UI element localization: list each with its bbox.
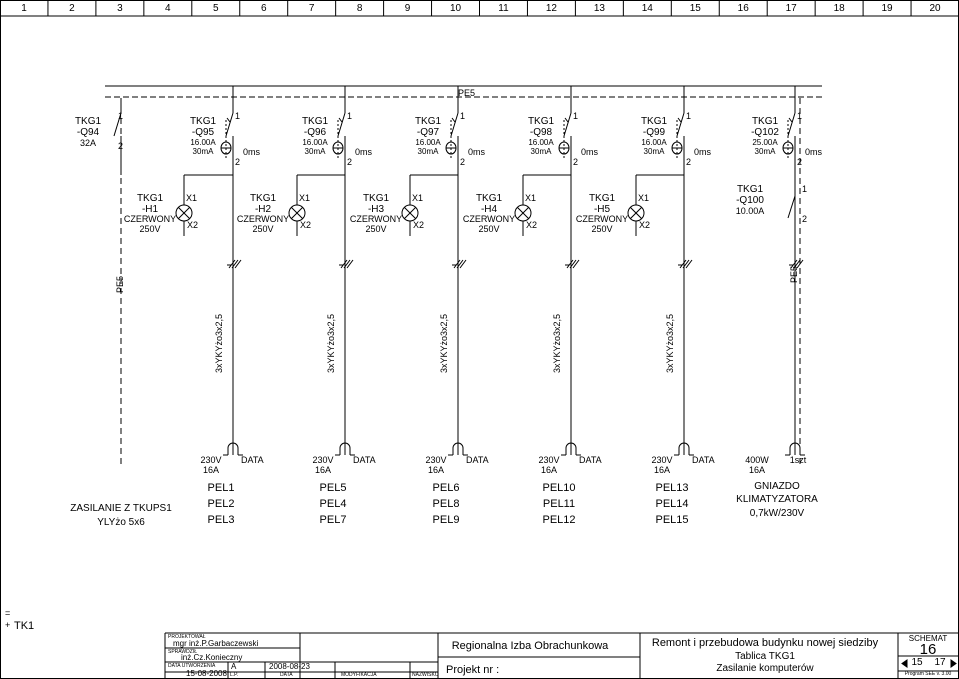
rcd-current: 16.00A <box>190 138 216 147</box>
rcd-device: TKG1 <box>189 116 217 127</box>
lamp-terminal: X2 <box>300 220 312 230</box>
ac-desc: 0,7kW/230V <box>749 508 805 519</box>
q94-terminal: 2 <box>118 141 124 151</box>
sheet-subtitle: Zasilanie komputerów <box>716 663 814 674</box>
cable-label: 3xYKYżo3x2,5 <box>214 313 224 373</box>
circuit-label: PEL4 <box>319 498 347 510</box>
rcd-contact <box>338 113 345 136</box>
outlet-current: 16A <box>314 465 332 475</box>
rcd-sensitivity: 30mA <box>417 147 439 156</box>
rcd-current: 16.00A <box>302 138 328 147</box>
rcd-terminal: 2 <box>460 157 466 167</box>
supply-label: ZASILANIE Z TKUPS1 <box>70 503 172 514</box>
lamp-name: -H3 <box>367 204 385 215</box>
rcd-device: TKG1 <box>527 116 555 127</box>
circuit-label: PEL10 <box>542 482 576 494</box>
cable-tick <box>229 260 235 268</box>
ruler-number: 3 <box>117 3 123 14</box>
creation-date-label: DATA UTWORZENIA <box>168 663 216 669</box>
rcd-sensitivity: 30mA <box>304 147 326 156</box>
cable-tick <box>454 260 460 268</box>
ruler-number: 5 <box>212 3 219 14</box>
rcd-terminal: 2 <box>573 157 579 167</box>
cable-label: 3xYKYżo3x2,5 <box>552 313 562 373</box>
cable-label: 3xYKYżo3x2,5 <box>326 313 336 373</box>
col-date: DATA <box>280 672 293 678</box>
ruler-number: 20 <box>929 3 941 14</box>
rcd-current: 16.00A <box>528 138 554 147</box>
sheet-border <box>1 1 959 679</box>
ruler-number: 4 <box>165 3 171 14</box>
lamp-name: -H4 <box>480 204 498 215</box>
lamp-name: -H2 <box>254 204 272 215</box>
revision-letter: A <box>231 662 237 671</box>
cable-tick <box>460 260 466 268</box>
creation-date: 15-08-2008 <box>186 669 227 678</box>
next-sheet-number: 17 <box>934 657 946 668</box>
lamp-device: TKG1 <box>475 193 503 204</box>
lamp-device: TKG1 <box>588 193 616 204</box>
q100-contact <box>788 196 795 218</box>
ac-power: 400W <box>745 455 769 465</box>
q100-current: 10.00A <box>735 206 765 216</box>
lamp-name: -H1 <box>141 204 159 215</box>
ruler-number: 13 <box>593 3 605 14</box>
rcd-contact-mark <box>339 118 342 122</box>
rcd-delay: 0ms <box>243 147 261 157</box>
rcd-sensitivity: 30mA <box>643 147 665 156</box>
rcd-name: -Q98 <box>529 127 553 138</box>
outlet-current: 16A <box>653 465 671 475</box>
circuit-label: PEL13 <box>655 482 689 494</box>
ruler-number: 15 <box>689 3 701 14</box>
rcd-contact <box>451 113 458 136</box>
lamp-color: CZERWONY <box>575 214 629 224</box>
outlet-voltage: 230V <box>538 455 560 465</box>
sheet-title: Tablica TKG1 <box>735 651 795 662</box>
rcd-sensitivity: 30mA <box>530 147 552 156</box>
rcd-contact <box>226 113 233 136</box>
rcd-name: -Q99 <box>642 127 666 138</box>
rcd-name: -Q97 <box>416 127 440 138</box>
circuit-label: PEL3 <box>207 514 235 526</box>
cable-tick <box>341 260 347 268</box>
ruler-number: 9 <box>404 3 411 14</box>
next-arrow-icon <box>951 660 956 667</box>
ruler-number: 17 <box>785 3 797 14</box>
ac-current: 16A <box>748 465 766 475</box>
rcd-contact <box>677 113 684 136</box>
outlet-type: DATA <box>466 455 489 465</box>
q100-device: TKG1 <box>736 184 764 195</box>
outlet-voltage: 230V <box>651 455 673 465</box>
q100-terminal: 2 <box>802 214 808 224</box>
ruler-number: 12 <box>545 3 557 14</box>
lamp-color: CZERWONY <box>236 214 290 224</box>
ruler-number: 7 <box>308 3 315 14</box>
lamp-terminal: X1 <box>638 193 650 203</box>
lamp-terminal: X1 <box>412 193 424 203</box>
rcd-terminal: 2 <box>347 157 353 167</box>
project-label: Projekt nr : <box>446 664 500 676</box>
location-code: TK1 <box>14 620 35 632</box>
rcd-terminal: 1 <box>235 111 241 121</box>
ruler-number: 18 <box>833 3 845 14</box>
rcd-terminal: 1 <box>460 111 466 121</box>
lamp-device: TKG1 <box>362 193 390 204</box>
cable-tick <box>686 260 692 268</box>
cable-label: 3xYKYżo3x2,5 <box>439 313 449 373</box>
lamp-voltage: 250V <box>591 224 613 234</box>
lamp-terminal: X2 <box>639 220 651 230</box>
cable-tick <box>567 260 573 268</box>
revision-date: 2008-08-23 <box>269 662 310 671</box>
rcd-current: 25.00A <box>752 138 778 147</box>
rcd-contact <box>564 113 571 136</box>
circuit-label: PEL9 <box>432 514 460 526</box>
lamp-terminal: X2 <box>526 220 538 230</box>
q94-device: TKG1 <box>74 116 102 127</box>
prev-arrow-icon <box>902 660 907 667</box>
rcd-name: -Q96 <box>303 127 327 138</box>
col-name: NAZWISKO <box>412 672 439 678</box>
q94-name: -Q94 <box>76 127 100 138</box>
rcd-contact-mark <box>789 118 792 122</box>
ruler-number: 11 <box>498 3 509 14</box>
circuit-label: PEL5 <box>319 482 347 494</box>
circuit-label: PEL11 <box>542 498 576 510</box>
rcd-contact-mark <box>565 118 568 122</box>
cable-label: 3xYKYżo3x2,5 <box>665 313 675 373</box>
rcd-name: -Q102 <box>751 127 779 138</box>
lamp-name: -H5 <box>593 204 611 215</box>
lamp-voltage: 250V <box>139 224 161 234</box>
cable-tick <box>347 260 353 268</box>
ruler-number: 14 <box>641 3 653 14</box>
circuit-label: PEL8 <box>432 498 460 510</box>
lamp-voltage: 250V <box>365 224 387 234</box>
pe-label: PE5 <box>789 265 799 283</box>
outlet-current: 16A <box>427 465 445 475</box>
prev-sheet-number: 15 <box>911 657 923 668</box>
program-version: Program SEE v. 3.00 <box>904 671 952 677</box>
rcd-device: TKG1 <box>414 116 442 127</box>
bus-label: PE5 <box>458 88 476 98</box>
ruler-number: 10 <box>449 3 462 14</box>
lamp-terminal: X2 <box>413 220 425 230</box>
lamp-voltage: 250V <box>478 224 500 234</box>
lamp-terminal: X1 <box>299 193 311 203</box>
col-lp: L.P. <box>230 672 239 678</box>
lamp-terminal: X1 <box>186 193 198 203</box>
ruler-number: 6 <box>260 3 267 14</box>
supply-cable: YLYżo 5x6 <box>97 517 145 528</box>
rcd-contact-mark <box>227 118 230 122</box>
rcd-terminal: 2 <box>797 157 803 167</box>
ruler-number: 16 <box>737 3 749 14</box>
col-modification: MODYFIKACJA <box>341 672 377 678</box>
lamp-device: TKG1 <box>136 193 164 204</box>
q94-rating: 32A <box>79 138 97 148</box>
rcd-delay: 0ms <box>355 147 373 157</box>
schematic-label: SCHEMAT <box>908 634 948 643</box>
ruler-number: 1 <box>21 3 27 14</box>
rcd-terminal: 1 <box>686 111 692 121</box>
outlet-voltage: 230V <box>425 455 447 465</box>
sheet-number: 16 <box>919 641 937 658</box>
outlet-type: DATA <box>241 455 264 465</box>
project-title: Remont i przebudowa budynku nowej siedziby <box>651 637 879 649</box>
lamp-color: CZERWONY <box>123 214 177 224</box>
outlet-voltage: 230V <box>200 455 222 465</box>
circuit-label: PEL2 <box>207 498 235 510</box>
rcd-device: TKG1 <box>301 116 329 127</box>
location-eq: = <box>5 608 11 618</box>
outlet-current: 16A <box>202 465 220 475</box>
lamp-voltage: 250V <box>252 224 274 234</box>
circuit-label: PEL6 <box>432 482 460 494</box>
q100-name: -Q100 <box>736 195 764 206</box>
q94-terminal: 1 <box>118 111 124 121</box>
designer-label: PROJEKTOWAŁ <box>168 634 206 640</box>
rcd-sensitivity: 30mA <box>754 147 776 156</box>
rcd-terminal: 1 <box>347 111 353 121</box>
rcd-terminal: 1 <box>573 111 579 121</box>
cable-tick <box>573 260 579 268</box>
rcd-name: -Q95 <box>191 127 215 138</box>
rcd-device: TKG1 <box>640 116 668 127</box>
lamp-terminal: X1 <box>525 193 537 203</box>
circuit-label: PEL15 <box>655 514 689 526</box>
ac-desc: GNIAZDO <box>754 481 800 492</box>
rcd-current: 16.00A <box>641 138 667 147</box>
circuit-label: PEL12 <box>542 514 576 526</box>
checker-label: SPRAWDZIŁ <box>168 649 197 655</box>
rcd-contact <box>788 113 795 136</box>
rcd-sensitivity: 30mA <box>192 147 214 156</box>
rcd-device: TKG1 <box>751 116 779 127</box>
location-plus: + <box>5 620 11 630</box>
ac-desc: KLIMATYZATORA <box>736 494 818 505</box>
outlet-voltage: 230V <box>312 455 334 465</box>
company-name: Regionalna Izba Obrachunkowa <box>451 640 609 652</box>
cable-tick <box>680 260 686 268</box>
rcd-terminal: 2 <box>235 157 241 167</box>
ac-qty: 1szt <box>789 455 807 465</box>
ruler-number: 2 <box>69 3 75 14</box>
circuit-label: PEL7 <box>319 514 347 526</box>
designer-name: mgr inż.P.Garbaczewski <box>173 639 259 648</box>
rcd-delay: 0ms <box>468 147 486 157</box>
rcd-current: 16.00A <box>415 138 441 147</box>
q100-terminal: 1 <box>802 184 808 194</box>
circuit-label: PEL14 <box>655 498 689 510</box>
lamp-terminal: X2 <box>187 220 199 230</box>
rcd-delay: 0ms <box>805 147 823 157</box>
rcd-terminal: 1 <box>797 111 803 121</box>
outlet-type: DATA <box>692 455 715 465</box>
circuit-label: PEL1 <box>207 482 235 494</box>
rcd-terminal: 2 <box>686 157 692 167</box>
pe-label: PE5 <box>115 275 125 293</box>
ruler-number: 8 <box>356 3 363 14</box>
rcd-contact-mark <box>678 118 681 122</box>
rcd-contact-mark <box>452 118 455 122</box>
lamp-color: CZERWONY <box>349 214 403 224</box>
checker-name: inż.Cz.Konieczny <box>181 653 243 662</box>
rcd-delay: 0ms <box>581 147 599 157</box>
outlet-type: DATA <box>579 455 602 465</box>
lamp-color: CZERWONY <box>462 214 516 224</box>
ruler-number: 19 <box>881 3 893 14</box>
rcd-delay: 0ms <box>694 147 712 157</box>
cable-tick <box>235 260 241 268</box>
lamp-device: TKG1 <box>249 193 277 204</box>
outlet-current: 16A <box>540 465 558 475</box>
outlet-type: DATA <box>353 455 376 465</box>
